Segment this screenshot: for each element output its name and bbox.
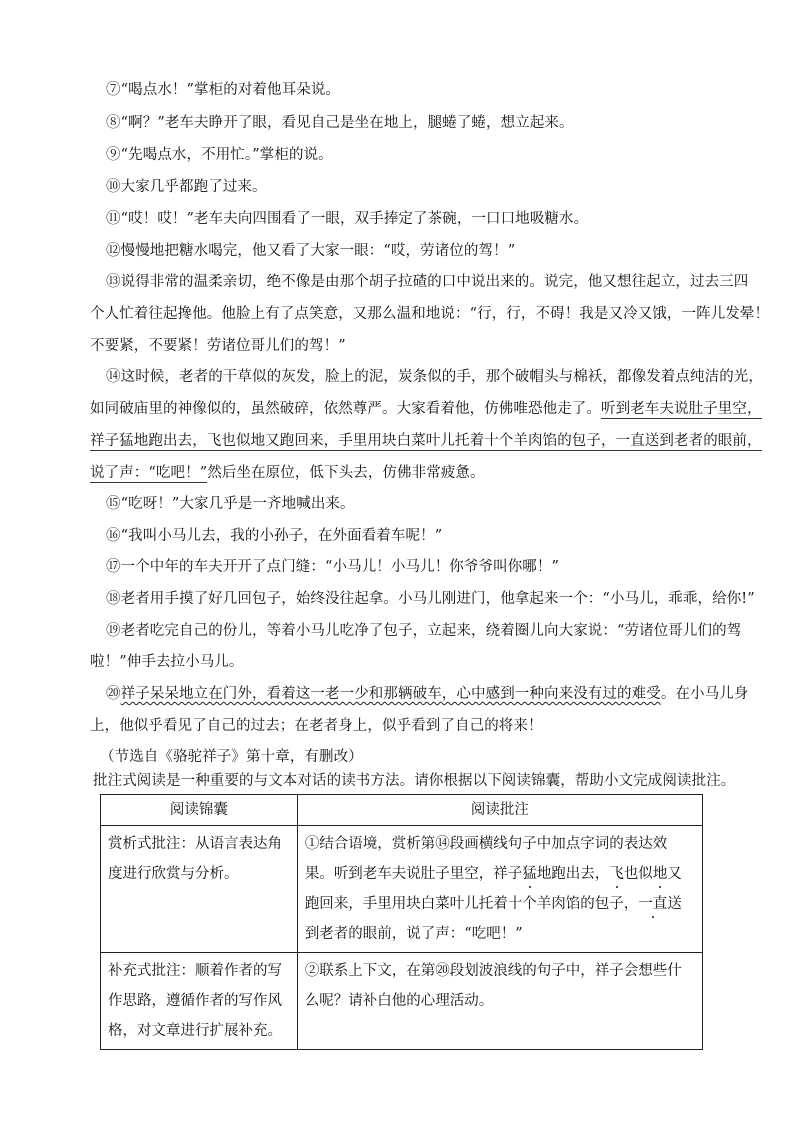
paragraph-20-text: 。在小马儿身 [660, 686, 749, 702]
underlined-sentence-part: 听到老车夫说肚子里空， [601, 401, 762, 417]
paragraph-11: ⑪“哎！哎！”老车夫向四围看了一眼，双手捧定了茶碗，一口口地吸糖水。 [106, 211, 589, 227]
paragraph-14-line-3 [90, 431, 762, 451]
paragraph-20-number: ⑳ [106, 686, 121, 702]
paragraph-20-line-1 [106, 684, 749, 704]
dotted-word: 地 [652, 866, 668, 882]
tip-supplement-text: 补充式批注：顺着作者的写作思路，遵循作者的写作风格，对文章进行扩展补充。 [108, 963, 282, 1039]
paragraph-10: ⑩大家几乎都跑了过来。 [106, 179, 267, 195]
underlined-sentence-part: 说了声：“吃吧！” [90, 465, 208, 481]
quoted-sentence: 地跑出去， [536, 866, 610, 882]
paragraph-7: ⑦“喝点水！”掌柜的对着他耳朵说。 [106, 82, 341, 98]
paragraph-14-line-2 [90, 399, 762, 419]
task-intro: 批注式阅读是一种重要的与文本对话的读书方法。请你根据以下阅读锦囊，帮助小文完成阅读批注。 [93, 773, 736, 789]
paragraph-14-text: 然后坐在原位，低下头去，仿佛非常疲惫。 [207, 465, 485, 481]
paragraph-14-line-1: ⑭这时候，老者的干草似的灰发，脸上的泥，炭条似的手，那个破帽头与棉袄，都像发着点纯洁的光， [106, 369, 763, 385]
paragraph-13-line-1: ⑬说得非常的温柔亲切，绝不像是由那个胡子拉碴的口中说出来的。说完，他又想往起立，过去三四 [106, 274, 749, 290]
paragraph-19-line-2: 啦！”伸手去拉小马儿。 [90, 654, 244, 670]
annotation-table [100, 794, 703, 1050]
paragraph-13-line-3: 不要紧，不要紧！劳诸位哥儿们的驾！” [90, 338, 346, 354]
paragraph-20-line-2: 上，他似乎看见了自己的过去；在老者身上，似乎看到了自己的将来！ [90, 718, 543, 734]
question-2-text: ②联系上下文，在第⑳段划波浪线的句子中，祥子会想些什么呢？请补白他的心理活动。 [304, 963, 682, 1009]
table-header-tips: 阅读锦囊 [101, 795, 298, 826]
paragraph-13-line-2: 个人忙着往起搀他。他脸上有了点笑意，又那么温和地说：“行，行，不碍！我是又冷又饿，一阵儿发晕！ [90, 306, 770, 322]
quoted-sentence: 送到老者的眼前，说了声：“吃吧！” [304, 896, 682, 942]
dotted-word: 一直 [638, 896, 668, 912]
table-row [101, 953, 703, 1050]
tip-supplement [101, 953, 298, 1050]
paragraph-16: ⑯“我叫小马儿去，我的小孙子，在外面看着车呢！” [106, 528, 443, 544]
dotted-word: 猛 [522, 866, 537, 882]
paragraph-14-text: 如同破庙里的神像似的，虽然破碎，依然尊严。大家看着他，仿佛唯恐他走了。 [90, 401, 601, 417]
question-1-text: ①结合语境，赏析第⑭段画横线句子中加点字词的表达效果。 [304, 836, 668, 882]
tip-appreciation-text: 赏析式批注：从语言表达角度进行欣赏与分析。 [108, 836, 282, 882]
underlined-sentence-part: 祥子猛地跑出去，飞也似地又跑回来，手里用块白菜叶儿托着十个羊肉馅的包子，一直送到老者的眼前， [90, 433, 762, 449]
dotted-word: 飞 [609, 866, 624, 882]
paragraph-18: ⑱老者用手摸了好几回包子，始终没往起拿。小马儿刚进门，他拿起来一个：“小马儿，乖乖，给你!” [106, 591, 755, 607]
paragraph-8: ⑧“啊？”老车夫睁开了眼，看见自己是坐在地上，腿蜷了蜷，想立起来。 [106, 115, 574, 131]
table-header-annotations: 阅读批注 [297, 795, 702, 826]
annotation-question-1 [297, 826, 702, 953]
paragraph-12: ⑫慢慢地把糖水喝完，他又看了大家一眼：“哎，劳诸位的驾！” [106, 243, 516, 259]
paragraph-14-line-4 [90, 463, 730, 483]
quoted-sentence: 又跑回来，手里用块白菜叶儿托着十个羊肉馅的包子， [304, 866, 682, 912]
paragraph-17: ⑰一个中年的车夫开开了点门缝：“小马儿！小马儿！你爷爷叫你哪！” [106, 559, 560, 575]
tip-appreciation [101, 826, 298, 953]
paragraph-9: ⑨“先喝点水，不用忙。”掌柜的说。 [106, 147, 333, 163]
table-header-row [101, 795, 703, 826]
annotation-question-2 [297, 953, 702, 1050]
quoted-sentence: 也似 [623, 866, 653, 882]
quoted-sentence: 听到老车夫说肚子里空，祥子 [333, 866, 523, 882]
wavy-underlined-sentence: 祥子呆呆地立在门外，看着这一老一少和那辆破车，心中感到一种向来没有过的难受 [120, 686, 661, 702]
table-row [101, 826, 703, 953]
source-note: （节选自《骆驼祥子》第十章，有删改） [100, 749, 363, 765]
paragraph-19-line-1: ⑲老者吃完自己的份儿，等着小马儿吃净了包子，立起来，绕着圈儿向大家说：“劳诸位哥儿们的驾 [106, 623, 742, 639]
paragraph-15: ⑮“吃呀！”大家几乎是一齐地喊出来。 [106, 496, 355, 512]
